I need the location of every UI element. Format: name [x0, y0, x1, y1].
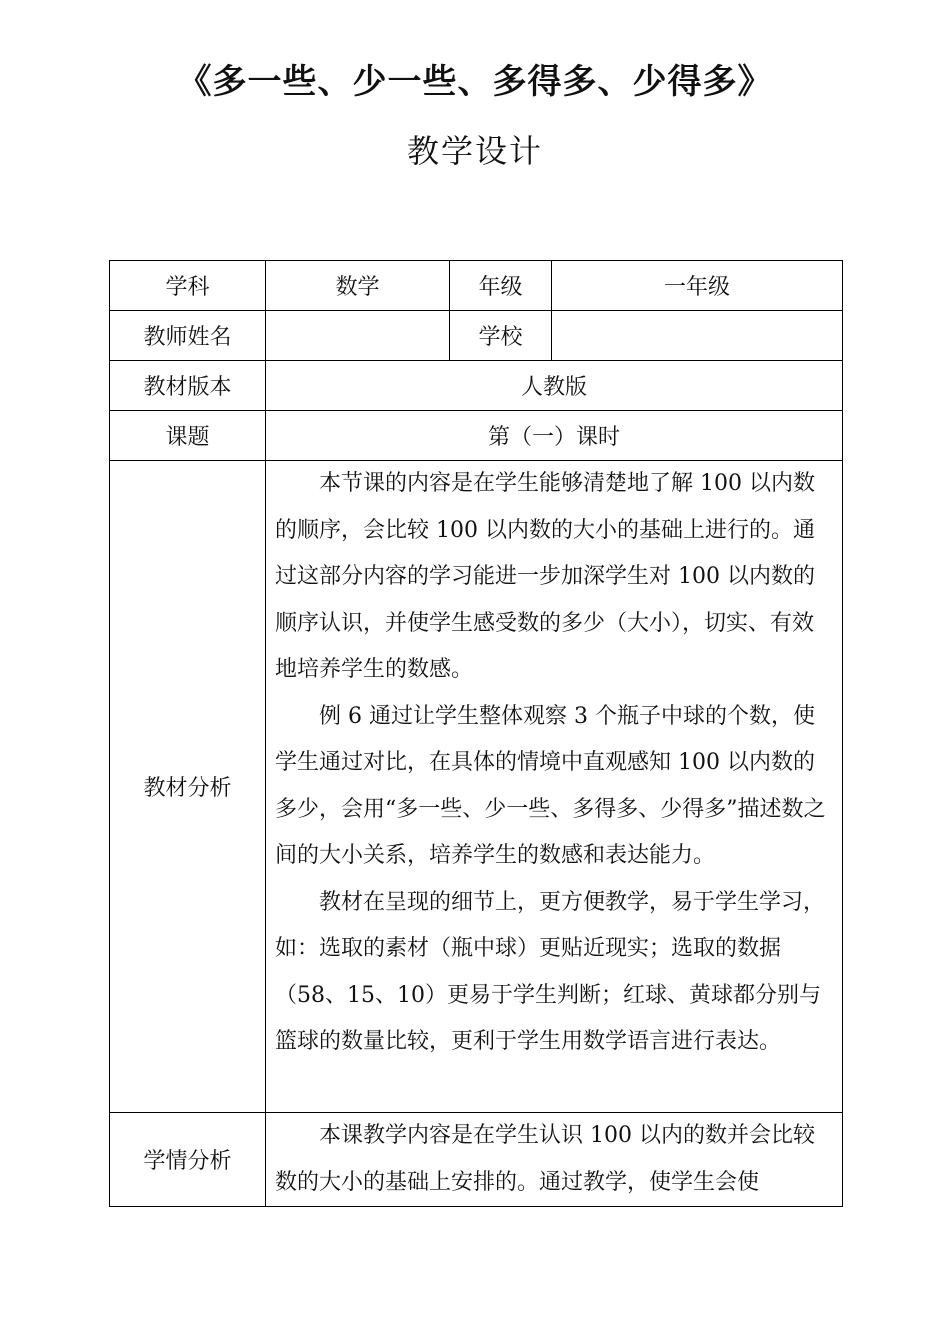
table-row: [110, 311, 843, 361]
teacher-name-label: 教师姓名: [110, 311, 266, 361]
topic-value: 第（一）课时: [266, 411, 843, 461]
teacher-name-value: [266, 311, 450, 361]
table-row: [110, 1113, 843, 1207]
student-analysis-content: [266, 1113, 843, 1207]
textbook-analysis-paragraph: 例 6 通过让学生整体观察 3 个瓶子中球的个数，使学生通过对比，在具体的情境中直观感知 100 以内数的多少，会用“多一些、少一些、多得多、少得多”描述数之间的大小关系，培养学生的数感和表达能力。: [275, 703, 826, 868]
table-row: [110, 411, 843, 461]
table-row: [110, 461, 843, 1113]
grade-value: 一年级: [552, 261, 843, 311]
textbook-analysis-paragraph: 教材在呈现的细节上，更方便教学，易于学生学习，如：选取的素材（瓶中球）更贴近现实；选取的数据（58、15、10）更易于学生判断；红球、黄球都分别与篮球的数量比较，更利于学生用数学语言进行表达。: [275, 889, 826, 1054]
document-subtitle: 教学设计: [406, 132, 543, 170]
subject-value: 数学: [266, 261, 450, 311]
edition-value: 人教版: [266, 361, 843, 411]
table-row: [110, 261, 843, 311]
grade-label: 年级: [450, 261, 552, 311]
school-value: [552, 311, 843, 361]
topic-label: 课题: [110, 411, 266, 461]
table-row: [110, 361, 843, 411]
student-analysis-paragraph: 本课教学内容是在学生认识 100 以内的数并会比较数的大小的基础上安排的。通过教学，使学生会使: [275, 1123, 815, 1195]
school-label: 学校: [450, 311, 552, 361]
student-analysis-label: 学情分析: [110, 1113, 266, 1207]
textbook-analysis-label: 教材分析: [110, 461, 266, 1113]
edition-label: 教材版本: [110, 361, 266, 411]
subject-label: 学科: [110, 261, 266, 311]
document-title: 《多一些、少一些、多得多、少得多》: [177, 62, 773, 102]
lesson-info-table: [109, 260, 843, 1207]
textbook-analysis-paragraph: 本节课的内容是在学生能够清楚地了解 100 以内数的顺序，会比较 100 以内数的大小的基础上进行的。通过这部分内容的学习能进一步加深学生对 100 以内数的顺序认识，并使学生感受数的多少（大小），切实、有效地培养学生的数感。: [275, 471, 815, 682]
textbook-analysis-content: [266, 461, 843, 1113]
